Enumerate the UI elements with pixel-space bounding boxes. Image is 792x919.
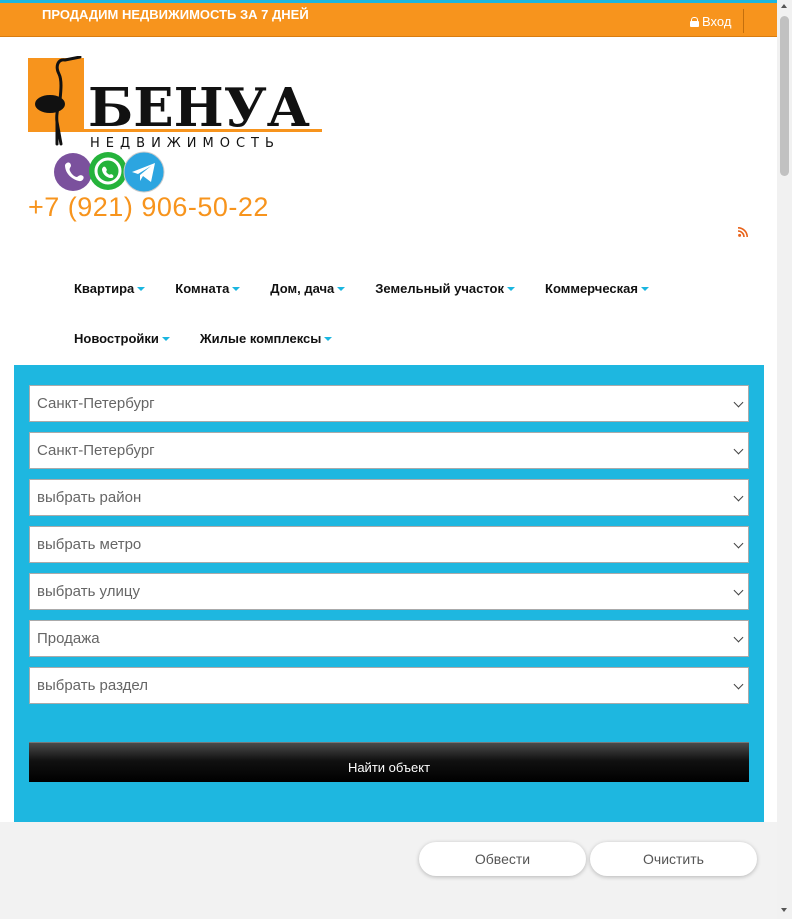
caret-down-icon	[137, 287, 145, 291]
deal-type-select[interactable]: Продажа	[29, 620, 749, 657]
chevron-down-icon	[734, 492, 744, 502]
main-nav-row-1	[74, 281, 679, 296]
nav-item-new-buildings[interactable]: Новостройки	[74, 331, 170, 346]
caret-down-icon	[162, 337, 170, 341]
logo-tagline: НЕДВИЖИМОСТЬ	[90, 136, 280, 151]
page-scrollbar[interactable]	[777, 0, 792, 919]
main-nav-row-2	[74, 331, 362, 346]
slogan: ПРОДАДИМ НЕДВИЖИМОСТЬ ЗА 7 ДНЕЙ	[42, 7, 309, 22]
district-select[interactable]: выбрать район	[29, 479, 749, 516]
search-panel	[14, 365, 764, 825]
viber-icon[interactable]	[54, 153, 92, 191]
clear-button[interactable]: Очистить	[590, 842, 757, 876]
logo-wordmark: БЕНУА	[88, 77, 310, 139]
scrollbar-thumb[interactable]	[780, 16, 789, 176]
chevron-down-icon	[734, 586, 744, 596]
caret-down-icon	[232, 287, 240, 291]
chevron-down-icon	[734, 398, 744, 408]
telegram-icon[interactable]	[124, 152, 164, 192]
top-bar	[0, 3, 777, 37]
scroll-up-arrow[interactable]	[781, 4, 787, 8]
nav-item-apartment[interactable]: Квартира	[74, 281, 145, 296]
metro-select[interactable]: выбрать метро	[29, 526, 749, 563]
section-select[interactable]: выбрать раздел	[29, 667, 749, 704]
region-select[interactable]: Санкт-Петербург	[29, 385, 749, 422]
nav-item-residential-complexes[interactable]: Жилые комплексы	[200, 331, 333, 346]
rss-icon[interactable]	[738, 227, 748, 237]
chevron-down-icon	[734, 539, 744, 549]
chevron-down-icon	[734, 445, 744, 455]
nav-item-room[interactable]: Комната	[175, 281, 240, 296]
street-select[interactable]: выбрать улицу	[29, 573, 749, 610]
phone-number[interactable]: +7 (921) 906-50-22	[28, 192, 269, 222]
draw-area-button[interactable]: Обвести	[419, 842, 586, 876]
chevron-down-icon	[734, 680, 744, 690]
nav-item-commercial[interactable]: Коммерческая	[545, 281, 649, 296]
caret-down-icon	[337, 287, 345, 291]
caret-down-icon	[507, 287, 515, 291]
lock-icon	[690, 17, 699, 27]
login-label: Вход	[702, 14, 732, 29]
city-select[interactable]: Санкт-Петербург	[29, 432, 749, 469]
caret-down-icon	[324, 337, 332, 341]
find-object-button[interactable]: Найти объект	[29, 742, 749, 782]
login-link[interactable]	[690, 14, 731, 29]
nav-item-house[interactable]: Дом, дача	[270, 281, 345, 296]
caret-down-icon	[641, 287, 649, 291]
benua-logo[interactable]	[28, 56, 324, 152]
nav-item-land[interactable]: Земельный участок	[375, 281, 515, 296]
chevron-down-icon	[734, 633, 744, 643]
messenger-icons	[52, 150, 168, 196]
topbar-divider	[743, 9, 744, 33]
scroll-down-arrow[interactable]	[781, 908, 787, 912]
map-draw-toolbar	[0, 822, 777, 919]
whatsapp-icon[interactable]	[89, 152, 127, 190]
